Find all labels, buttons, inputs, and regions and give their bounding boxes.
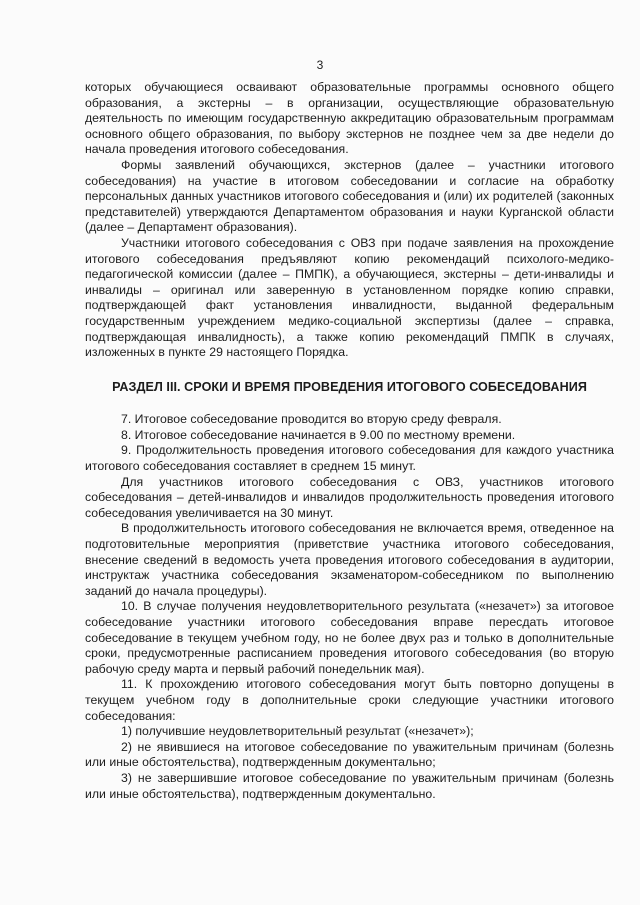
paragraph-ovz-duration: Для участников итогового собеседования с ОВЗ, участников итогового собеседования – детей-инвалидов и инвалидов продолжительность проведения итогового собеседования увеличивается на 30 минут. (85, 474, 614, 520)
section-title: РАЗДЕЛ III. СРОКИ И ВРЕМЯ ПРОВЕДЕНИЯ ИТОГОВОГО СОБЕСЕДОВАНИЯ (112, 379, 587, 394)
subitem-3: 3) не завершившие итоговое собеседование по уважительным причинам (болезнь или иные обстоятельства), подтвержденным документально. (85, 770, 614, 801)
item-10: 10. В случае получения неудовлетворительного результата («незачет») за итоговое собеседование участники итогового собеседования вправе пересдать итоговое собеседование в текущем учебном году, но не более двух раз и только в дополнительные сроки, предусмотренные расписанием проведения итогового собеседования (во вторую рабочую среду марта и первый рабочий понедельник мая). (85, 599, 614, 676)
paragraph-preparation-time: В продолжительность итогового собеседования не включается время, отведенное на подготовительные мероприятия (приветствие участника итогового собеседования, внесение сведений в ведомость учета проведения итогового собеседования в аудитории, инструктаж участника собеседования экзаменатором-собеседником по выполнению заданий до начала процедуры). (85, 521, 614, 598)
subitem-2: 2) не явившиеся на итоговое собеседование по уважительным причинам (болезнь или иные обстоятельства), подтвержденным документально; (85, 739, 614, 770)
paragraph-application-forms: Формы заявлений обучающихся, экстернов (далее – участники итогового собеседования) на участие в итоговом собеседовании и согласие на обработку персональных данных участников итогового собеседования и (или) их родителей (законных представителей) утверждаются Департаментом образования и науки Курганской области (далее – Департамент образования). (85, 157, 614, 235)
item-11: 11. К прохождению итогового собеседования могут быть повторно допущены в текущем учебном году в дополнительные сроки следующие участники итогового собеседования: (85, 677, 614, 723)
paragraph-continuation: которых обучающиеся осваивают образовательные программы основного общего образования, а экстерны – в организации, осуществляющие образовательную деятельность по имеющим государственную аккредитацию образовательным программам основного общего образования, по выбору экстернов не позднее чем за две недели до начала проведения итогового собеседования. (85, 80, 614, 157)
page-number: 3 (316, 58, 324, 72)
document-body (85, 80, 614, 802)
item-7: 7. Итоговое собеседование проводится во вторую среду февраля. (121, 412, 502, 427)
paragraph-ovz-participants: Участники итогового собеседования с ОВЗ при подаче заявления на прохождение итогового собеседования предъявляют копию рекомендаций психолого-медико-педагогической комиссии (далее – ПМПК), а обучающиеся, экстерны – дети-инвалиды и инвалиды – оригинал или заверенную в установленном порядке копию справки, подтверждающей факт установления инвалидности, выданной федеральным государственным учреждением медико-социальной экспертизы (далее – справка, подтверждающая инвалидность), а также копию рекомендаций ПМПК в случаях, изложенных в пункте 29 настоящего Порядка. (85, 235, 614, 360)
subitem-1: 1) получившие неудовлетворительный результат («незачет»); (121, 724, 474, 739)
item-8: 8. Итоговое собеседование начинается в 9.00 по местному времени. (121, 427, 516, 442)
item-9: 9. Продолжительность проведения итогового собеседования для каждого участника итогового собеседования составляет в среднем 15 минут. (85, 443, 614, 474)
